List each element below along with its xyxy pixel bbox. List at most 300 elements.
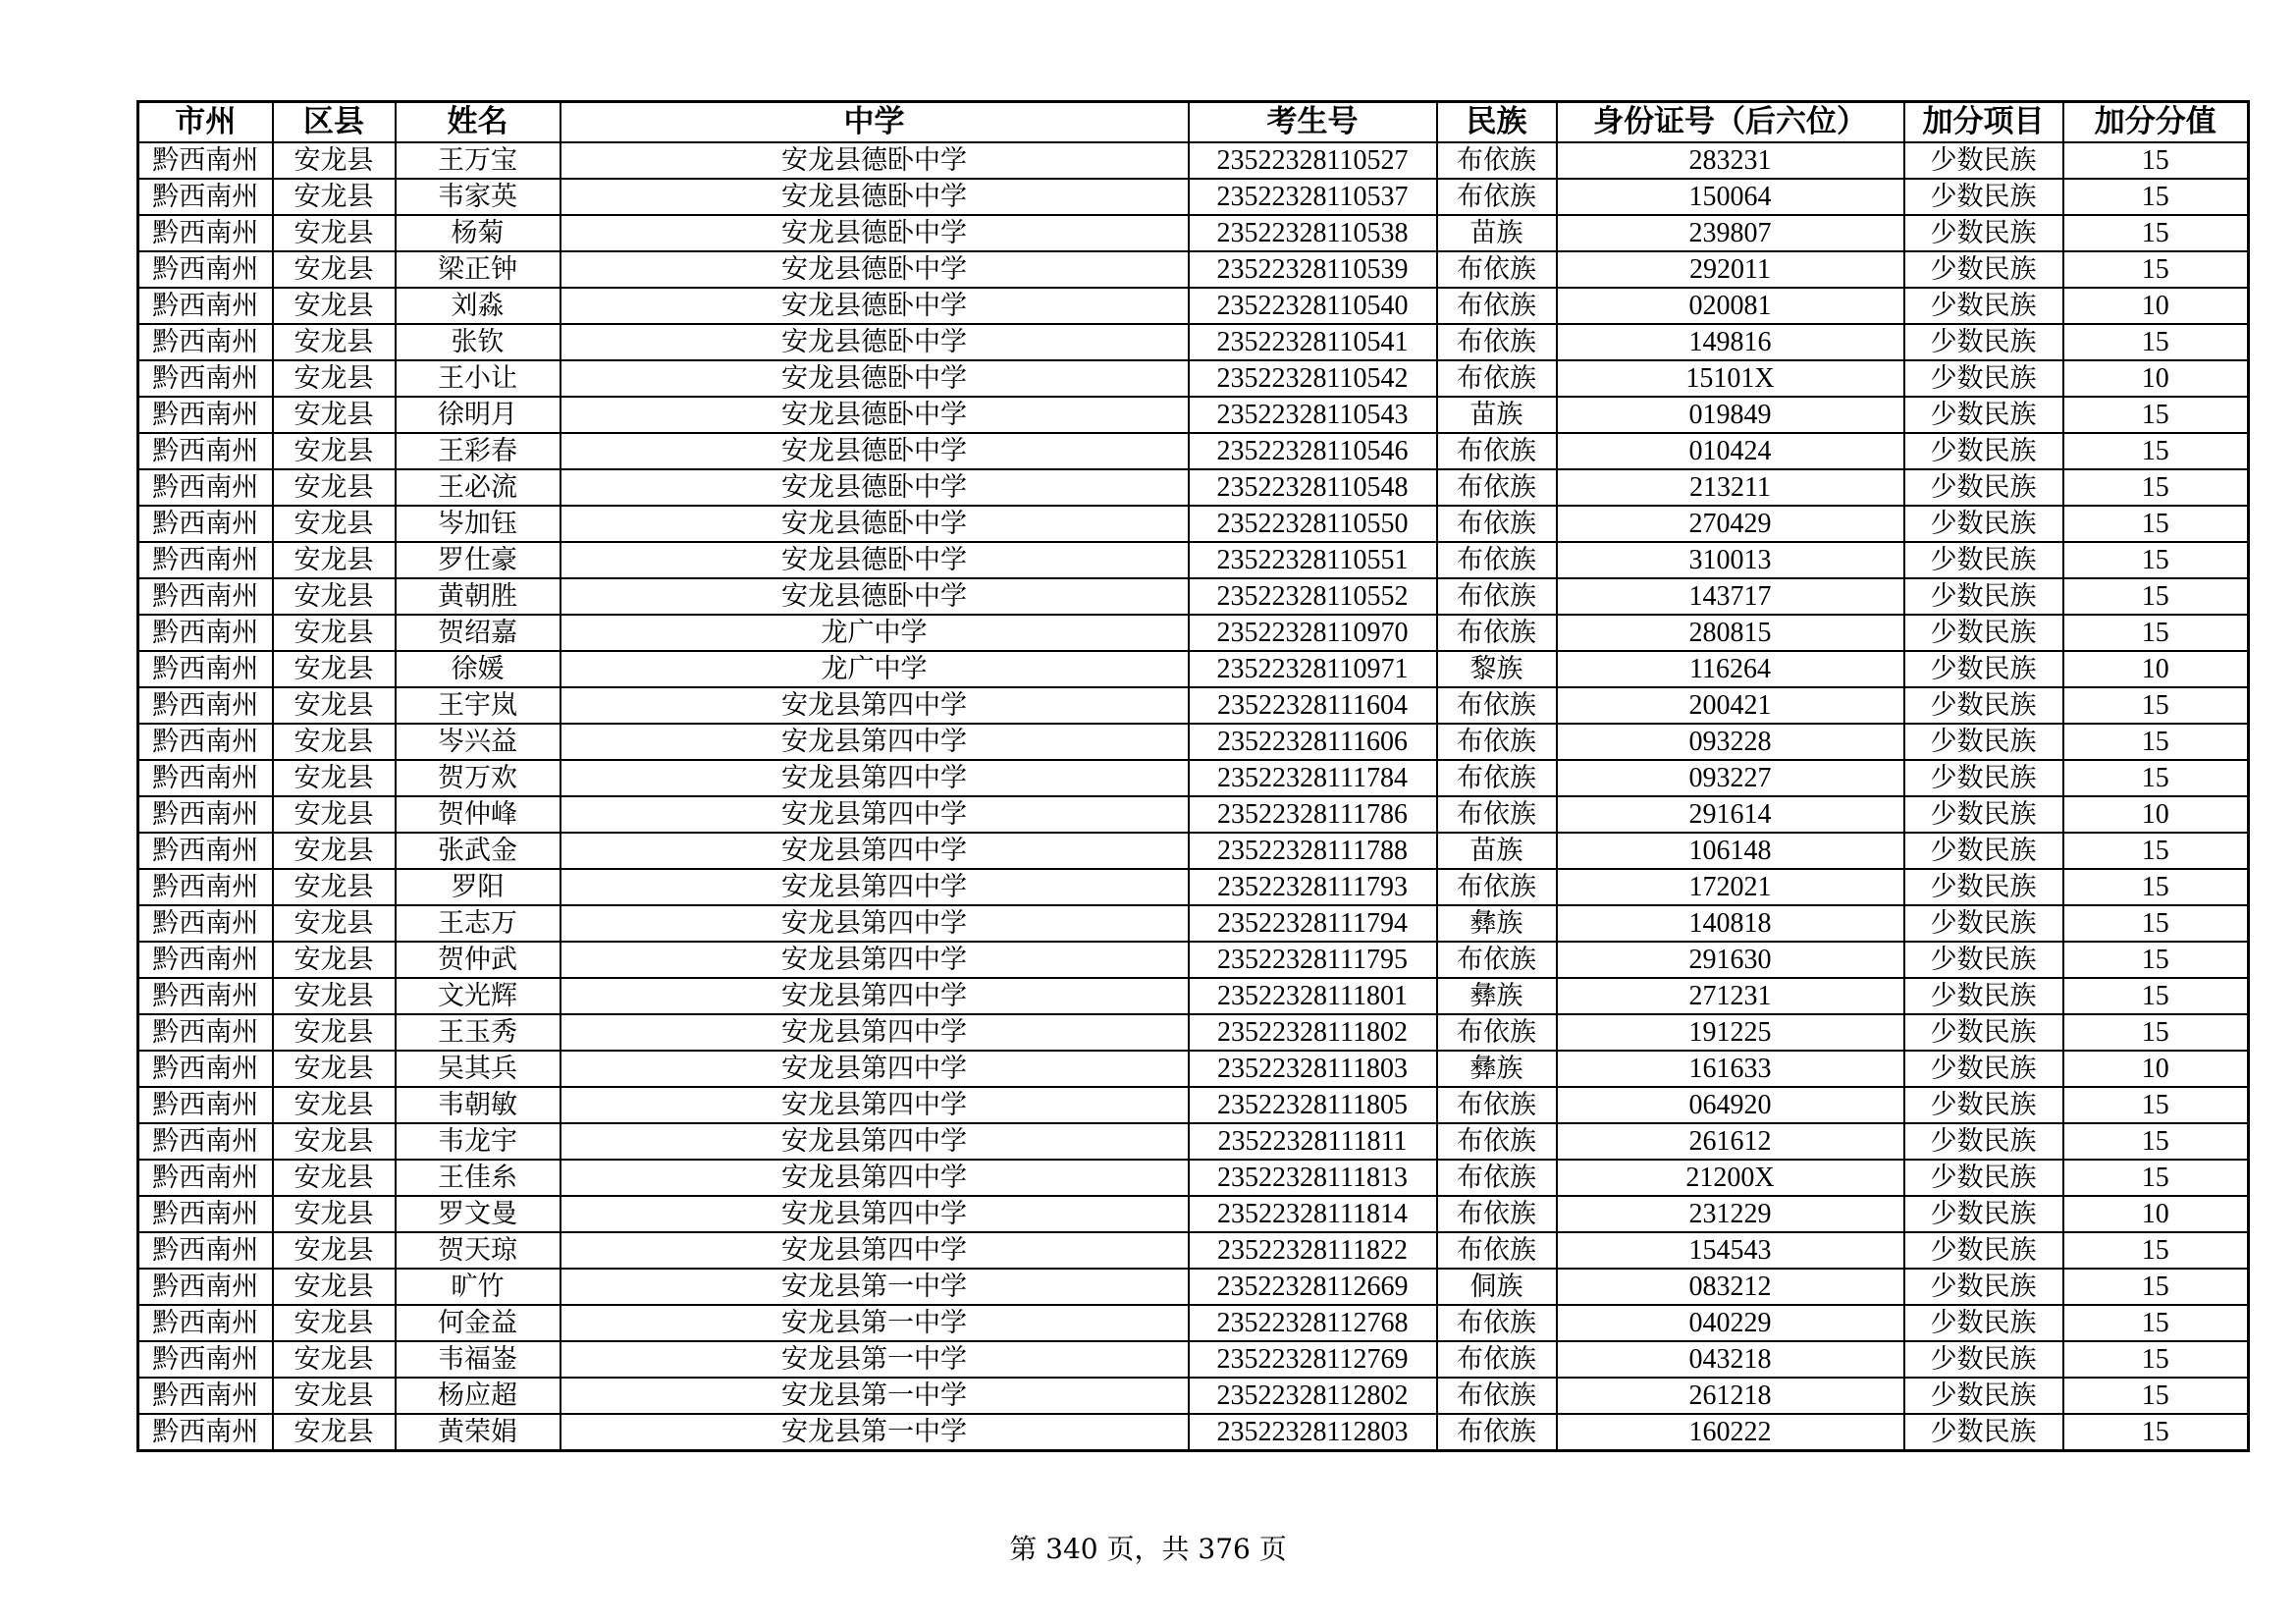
header-county: 区县: [273, 102, 396, 143]
cell-county: 安龙县: [273, 142, 396, 179]
cell-id-last-six: 116264: [1557, 651, 1904, 687]
cell-county: 安龙县: [273, 433, 396, 469]
cell-exam-number: 23522328111814: [1189, 1196, 1437, 1232]
cell-bonus-value: 15: [2063, 324, 2249, 360]
cell-name: 罗仕豪: [396, 542, 561, 578]
cell-county: 安龙县: [273, 724, 396, 760]
cell-city: 黔西南州: [138, 1414, 273, 1451]
cell-bonus-value: 15: [2063, 179, 2249, 215]
cell-exam-number: 23522328111813: [1189, 1160, 1437, 1196]
cell-id-last-six: 21200X: [1557, 1160, 1904, 1196]
table-row: [138, 1341, 2249, 1378]
cell-id-last-six: 239807: [1557, 215, 1904, 251]
cell-exam-number: 23522328112669: [1189, 1269, 1437, 1305]
page-footer: 第 340 页，共 376 页: [1009, 1533, 1287, 1565]
cell-name: 王彩春: [396, 433, 561, 469]
cell-bonus-item: 少数民族: [1904, 360, 2063, 397]
cell-school: 安龙县第四中学: [561, 1232, 1189, 1269]
cell-bonus-value: 15: [2063, 469, 2249, 506]
cell-county: 安龙县: [273, 615, 396, 651]
cell-exam-number: 23522328111606: [1189, 724, 1437, 760]
cell-name: 杨菊: [396, 215, 561, 251]
cell-bonus-item: 少数民族: [1904, 251, 2063, 288]
cell-bonus-item: 少数民族: [1904, 651, 2063, 687]
cell-school: 安龙县德卧中学: [561, 397, 1189, 433]
table-row: [138, 1305, 2249, 1341]
table-row: [138, 1087, 2249, 1123]
cell-school: 安龙县德卧中学: [561, 542, 1189, 578]
header-bonus-item: 加分项目: [1904, 102, 2063, 143]
cell-name: 贺仲峰: [396, 796, 561, 833]
cell-id-last-six: 040229: [1557, 1305, 1904, 1341]
cell-exam-number: 23522328111803: [1189, 1051, 1437, 1087]
cell-ethnicity: 苗族: [1437, 215, 1557, 251]
cell-city: 黔西南州: [138, 1014, 273, 1051]
cell-county: 安龙县: [273, 651, 396, 687]
cell-id-last-six: 161633: [1557, 1051, 1904, 1087]
cell-bonus-value: 15: [2063, 215, 2249, 251]
cell-bonus-value: 10: [2063, 651, 2249, 687]
cell-id-last-six: 150064: [1557, 179, 1904, 215]
cell-ethnicity: 布依族: [1437, 506, 1557, 542]
cell-exam-number: 23522328110551: [1189, 542, 1437, 578]
cell-county: 安龙县: [273, 469, 396, 506]
table-row: [138, 1160, 2249, 1196]
cell-id-last-six: 200421: [1557, 687, 1904, 724]
cell-bonus-value: 15: [2063, 142, 2249, 179]
cell-bonus-value: 15: [2063, 724, 2249, 760]
cell-city: 黔西南州: [138, 397, 273, 433]
cell-bonus-item: 少数民族: [1904, 1051, 2063, 1087]
cell-id-last-six: 064920: [1557, 1087, 1904, 1123]
cell-exam-number: 23522328110527: [1189, 142, 1437, 179]
cell-ethnicity: 布依族: [1437, 1414, 1557, 1451]
cell-id-last-six: 291614: [1557, 796, 1904, 833]
cell-exam-number: 23522328110538: [1189, 215, 1437, 251]
cell-ethnicity: 布依族: [1437, 179, 1557, 215]
table-row: [138, 578, 2249, 615]
table-row: [138, 651, 2249, 687]
cell-bonus-value: 15: [2063, 942, 2249, 978]
cell-city: 黔西南州: [138, 179, 273, 215]
cell-ethnicity: 布依族: [1437, 433, 1557, 469]
cell-ethnicity: 布依族: [1437, 724, 1557, 760]
cell-city: 黔西南州: [138, 1341, 273, 1378]
cell-name: 旷竹: [396, 1269, 561, 1305]
cell-id-last-six: 154543: [1557, 1232, 1904, 1269]
cell-school: 安龙县第四中学: [561, 1014, 1189, 1051]
cell-county: 安龙县: [273, 869, 396, 905]
header-name: 姓名: [396, 102, 561, 143]
cell-ethnicity: 布依族: [1437, 1305, 1557, 1341]
cell-school: 安龙县第四中学: [561, 942, 1189, 978]
cell-exam-number: 23522328110540: [1189, 288, 1437, 324]
cell-name: 张武金: [396, 833, 561, 869]
cell-bonus-item: 少数民族: [1904, 942, 2063, 978]
cell-school: 安龙县德卧中学: [561, 288, 1189, 324]
cell-county: 安龙县: [273, 397, 396, 433]
cell-bonus-item: 少数民族: [1904, 1305, 2063, 1341]
cell-county: 安龙县: [273, 506, 396, 542]
cell-bonus-item: 少数民族: [1904, 1087, 2063, 1123]
cell-id-last-six: 043218: [1557, 1341, 1904, 1378]
table-header-row: [138, 102, 2249, 143]
cell-id-last-six: 083212: [1557, 1269, 1904, 1305]
cell-bonus-item: 少数民族: [1904, 760, 2063, 796]
cell-ethnicity: 布依族: [1437, 1160, 1557, 1196]
cell-city: 黔西南州: [138, 1196, 273, 1232]
cell-school: 安龙县第四中学: [561, 978, 1189, 1014]
cell-school: 龙广中学: [561, 651, 1189, 687]
table-row: [138, 905, 2249, 942]
cell-bonus-value: 15: [2063, 1014, 2249, 1051]
cell-city: 黔西南州: [138, 506, 273, 542]
cell-bonus-value: 15: [2063, 869, 2249, 905]
cell-ethnicity: 布依族: [1437, 578, 1557, 615]
cell-name: 王小让: [396, 360, 561, 397]
cell-county: 安龙县: [273, 833, 396, 869]
cell-name: 贺绍嘉: [396, 615, 561, 651]
cell-city: 黔西南州: [138, 796, 273, 833]
cell-bonus-item: 少数民族: [1904, 615, 2063, 651]
cell-ethnicity: 布依族: [1437, 687, 1557, 724]
cell-school: 安龙县德卧中学: [561, 142, 1189, 179]
cell-exam-number: 23522328112802: [1189, 1378, 1437, 1414]
table-body: [138, 142, 2249, 1451]
cell-name: 文光辉: [396, 978, 561, 1014]
cell-county: 安龙县: [273, 1269, 396, 1305]
cell-bonus-item: 少数民族: [1904, 324, 2063, 360]
cell-id-last-six: 143717: [1557, 578, 1904, 615]
cell-ethnicity: 苗族: [1437, 833, 1557, 869]
cell-ethnicity: 布依族: [1437, 1232, 1557, 1269]
cell-bonus-item: 少数民族: [1904, 1378, 2063, 1414]
cell-city: 黔西南州: [138, 288, 273, 324]
table-row: [138, 833, 2249, 869]
table-row: [138, 760, 2249, 796]
cell-name: 黄荣娟: [396, 1414, 561, 1451]
cell-bonus-value: 15: [2063, 251, 2249, 288]
cell-ethnicity: 布依族: [1437, 1014, 1557, 1051]
table-row: [138, 506, 2249, 542]
cell-bonus-item: 少数民族: [1904, 1196, 2063, 1232]
cell-school: 安龙县第一中学: [561, 1305, 1189, 1341]
cell-exam-number: 23522328110537: [1189, 179, 1437, 215]
cell-exam-number: 23522328110548: [1189, 469, 1437, 506]
cell-city: 黔西南州: [138, 760, 273, 796]
cell-city: 黔西南州: [138, 615, 273, 651]
cell-city: 黔西南州: [138, 360, 273, 397]
cell-school: 安龙县第一中学: [561, 1378, 1189, 1414]
cell-id-last-six: 160222: [1557, 1414, 1904, 1451]
cell-bonus-item: 少数民族: [1904, 796, 2063, 833]
cell-bonus-value: 15: [2063, 542, 2249, 578]
cell-name: 黄朝胜: [396, 578, 561, 615]
cell-bonus-item: 少数民族: [1904, 506, 2063, 542]
cell-id-last-six: 291630: [1557, 942, 1904, 978]
cell-school: 安龙县第四中学: [561, 760, 1189, 796]
cell-school: 安龙县第一中学: [561, 1414, 1189, 1451]
cell-county: 安龙县: [273, 1160, 396, 1196]
cell-exam-number: 23522328111793: [1189, 869, 1437, 905]
cell-bonus-item: 少数民族: [1904, 833, 2063, 869]
cell-bonus-item: 少数民族: [1904, 142, 2063, 179]
cell-school: 安龙县第四中学: [561, 796, 1189, 833]
cell-name: 王玉秀: [396, 1014, 561, 1051]
cell-id-last-six: 15101X: [1557, 360, 1904, 397]
table-row: [138, 1196, 2249, 1232]
cell-ethnicity: 布依族: [1437, 869, 1557, 905]
cell-bonus-value: 15: [2063, 433, 2249, 469]
table-row: [138, 142, 2249, 179]
cell-name: 王宇岚: [396, 687, 561, 724]
cell-bonus-item: 少数民族: [1904, 1269, 2063, 1305]
cell-ethnicity: 布依族: [1437, 142, 1557, 179]
table-row: [138, 324, 2249, 360]
cell-bonus-value: 15: [2063, 506, 2249, 542]
cell-county: 安龙县: [273, 251, 396, 288]
header-id-last-six: 身份证号（后六位）: [1557, 102, 1904, 143]
cell-name: 罗阳: [396, 869, 561, 905]
cell-school: 安龙县第四中学: [561, 687, 1189, 724]
cell-id-last-six: 019849: [1557, 397, 1904, 433]
cell-bonus-item: 少数民族: [1904, 433, 2063, 469]
table-row: [138, 433, 2249, 469]
table-row: [138, 251, 2249, 288]
table-row: [138, 942, 2249, 978]
cell-name: 贺天琼: [396, 1232, 561, 1269]
cell-name: 罗文曼: [396, 1196, 561, 1232]
cell-name: 王必流: [396, 469, 561, 506]
cell-city: 黔西南州: [138, 542, 273, 578]
cell-school: 安龙县第四中学: [561, 1087, 1189, 1123]
cell-bonus-item: 少数民族: [1904, 215, 2063, 251]
cell-id-last-six: 271231: [1557, 978, 1904, 1014]
cell-id-last-six: 310013: [1557, 542, 1904, 578]
cell-city: 黔西南州: [138, 869, 273, 905]
cell-county: 安龙县: [273, 288, 396, 324]
table-row: [138, 1232, 2249, 1269]
table-row: [138, 1269, 2249, 1305]
cell-school: 安龙县德卧中学: [561, 360, 1189, 397]
cell-city: 黔西南州: [138, 1269, 273, 1305]
cell-name: 杨应超: [396, 1378, 561, 1414]
cell-city: 黔西南州: [138, 1123, 273, 1160]
cell-city: 黔西南州: [138, 433, 273, 469]
cell-name: 梁正钟: [396, 251, 561, 288]
cell-school: 安龙县第四中学: [561, 1123, 1189, 1160]
cell-bonus-value: 15: [2063, 1414, 2249, 1451]
cell-name: 吴其兵: [396, 1051, 561, 1087]
table-row: [138, 869, 2249, 905]
cell-bonus-item: 少数民族: [1904, 1232, 2063, 1269]
cell-ethnicity: 苗族: [1437, 397, 1557, 433]
cell-bonus-item: 少数民族: [1904, 542, 2063, 578]
cell-exam-number: 23522328111822: [1189, 1232, 1437, 1269]
cell-county: 安龙县: [273, 1341, 396, 1378]
cell-ethnicity: 彝族: [1437, 905, 1557, 942]
cell-county: 安龙县: [273, 1414, 396, 1451]
cell-exam-number: 23522328110971: [1189, 651, 1437, 687]
cell-id-last-six: 280815: [1557, 615, 1904, 651]
cell-ethnicity: 布依族: [1437, 288, 1557, 324]
cell-exam-number: 23522328112769: [1189, 1341, 1437, 1378]
cell-id-last-six: 172021: [1557, 869, 1904, 905]
cell-exam-number: 23522328110550: [1189, 506, 1437, 542]
header-ethnicity: 民族: [1437, 102, 1557, 143]
cell-name: 张钦: [396, 324, 561, 360]
cell-bonus-value: 10: [2063, 1051, 2249, 1087]
cell-city: 黔西南州: [138, 1160, 273, 1196]
cell-county: 安龙县: [273, 796, 396, 833]
cell-city: 黔西南州: [138, 1051, 273, 1087]
cell-bonus-value: 15: [2063, 397, 2249, 433]
cell-ethnicity: 布依族: [1437, 1196, 1557, 1232]
cell-school: 龙广中学: [561, 615, 1189, 651]
cell-id-last-six: 106148: [1557, 833, 1904, 869]
cell-county: 安龙县: [273, 1378, 396, 1414]
cell-name: 贺万欢: [396, 760, 561, 796]
cell-city: 黔西南州: [138, 905, 273, 942]
cell-school: 安龙县第四中学: [561, 833, 1189, 869]
cell-ethnicity: 布依族: [1437, 1341, 1557, 1378]
cell-city: 黔西南州: [138, 724, 273, 760]
cell-name: 岑兴益: [396, 724, 561, 760]
cell-bonus-item: 少数民族: [1904, 687, 2063, 724]
cell-bonus-item: 少数民族: [1904, 1160, 2063, 1196]
cell-county: 安龙县: [273, 1196, 396, 1232]
cell-exam-number: 23522328111784: [1189, 760, 1437, 796]
cell-ethnicity: 布依族: [1437, 324, 1557, 360]
table-row: [138, 1123, 2249, 1160]
cell-ethnicity: 彝族: [1437, 978, 1557, 1014]
cell-bonus-item: 少数民族: [1904, 1123, 2063, 1160]
cell-city: 黔西南州: [138, 1232, 273, 1269]
cell-ethnicity: 布依族: [1437, 615, 1557, 651]
cell-county: 安龙县: [273, 1232, 396, 1269]
cell-county: 安龙县: [273, 942, 396, 978]
cell-school: 安龙县德卧中学: [561, 179, 1189, 215]
cell-exam-number: 23522328111805: [1189, 1087, 1437, 1123]
cell-exam-number: 23522328110543: [1189, 397, 1437, 433]
cell-ethnicity: 布依族: [1437, 796, 1557, 833]
cell-bonus-item: 少数民族: [1904, 724, 2063, 760]
cell-school: 安龙县第一中学: [561, 1341, 1189, 1378]
cell-bonus-item: 少数民族: [1904, 978, 2063, 1014]
cell-exam-number: 23522328111801: [1189, 978, 1437, 1014]
cell-exam-number: 23522328111788: [1189, 833, 1437, 869]
cell-city: 黔西南州: [138, 578, 273, 615]
cell-name: 韦朝敏: [396, 1087, 561, 1123]
cell-bonus-value: 15: [2063, 1232, 2249, 1269]
cell-county: 安龙县: [273, 1123, 396, 1160]
cell-id-last-six: 149816: [1557, 324, 1904, 360]
cell-bonus-value: 15: [2063, 1123, 2249, 1160]
cell-exam-number: 23522328111811: [1189, 1123, 1437, 1160]
cell-name: 王佳糸: [396, 1160, 561, 1196]
cell-exam-number: 23522328111786: [1189, 796, 1437, 833]
table-row: [138, 724, 2249, 760]
cell-ethnicity: 布依族: [1437, 542, 1557, 578]
table-row: [138, 179, 2249, 215]
cell-school: 安龙县第四中学: [561, 869, 1189, 905]
bonus-points-table: [136, 100, 2250, 1452]
cell-bonus-value: 15: [2063, 1087, 2249, 1123]
cell-county: 安龙县: [273, 905, 396, 942]
cell-bonus-item: 少数民族: [1904, 1414, 2063, 1451]
cell-city: 黔西南州: [138, 687, 273, 724]
cell-bonus-value: 15: [2063, 833, 2249, 869]
table-row: [138, 1051, 2249, 1087]
cell-exam-number: 23522328110546: [1189, 433, 1437, 469]
table-row: [138, 360, 2249, 397]
cell-county: 安龙县: [273, 1051, 396, 1087]
cell-id-last-six: 261612: [1557, 1123, 1904, 1160]
cell-county: 安龙县: [273, 760, 396, 796]
cell-name: 韦福崟: [396, 1341, 561, 1378]
cell-bonus-item: 少数民族: [1904, 288, 2063, 324]
cell-school: 安龙县德卧中学: [561, 433, 1189, 469]
cell-exam-number: 23522328112768: [1189, 1305, 1437, 1341]
cell-ethnicity: 布依族: [1437, 1123, 1557, 1160]
cell-city: 黔西南州: [138, 833, 273, 869]
cell-id-last-six: 020081: [1557, 288, 1904, 324]
cell-id-last-six: 191225: [1557, 1014, 1904, 1051]
cell-ethnicity: 布依族: [1437, 1087, 1557, 1123]
table-row: [138, 1378, 2249, 1414]
cell-county: 安龙县: [273, 179, 396, 215]
cell-city: 黔西南州: [138, 251, 273, 288]
cell-city: 黔西南州: [138, 1087, 273, 1123]
cell-exam-number: 23522328110970: [1189, 615, 1437, 651]
table-row: [138, 215, 2249, 251]
cell-county: 安龙县: [273, 360, 396, 397]
cell-bonus-value: 15: [2063, 978, 2249, 1014]
cell-bonus-value: 10: [2063, 796, 2249, 833]
cell-id-last-six: 283231: [1557, 142, 1904, 179]
table-row: [138, 796, 2249, 833]
cell-id-last-six: 292011: [1557, 251, 1904, 288]
cell-id-last-six: 270429: [1557, 506, 1904, 542]
cell-exam-number: 23522328110552: [1189, 578, 1437, 615]
cell-id-last-six: 261218: [1557, 1378, 1904, 1414]
cell-exam-number: 23522328111802: [1189, 1014, 1437, 1051]
cell-school: 安龙县德卧中学: [561, 251, 1189, 288]
cell-city: 黔西南州: [138, 469, 273, 506]
cell-school: 安龙县第一中学: [561, 1269, 1189, 1305]
cell-bonus-value: 15: [2063, 1269, 2249, 1305]
cell-school: 安龙县德卧中学: [561, 506, 1189, 542]
cell-school: 安龙县德卧中学: [561, 578, 1189, 615]
cell-city: 黔西南州: [138, 142, 273, 179]
cell-name: 何金益: [396, 1305, 561, 1341]
cell-bonus-item: 少数民族: [1904, 469, 2063, 506]
table-row: [138, 288, 2249, 324]
cell-county: 安龙县: [273, 978, 396, 1014]
cell-name: 徐媛: [396, 651, 561, 687]
table-row: [138, 542, 2249, 578]
cell-ethnicity: 布依族: [1437, 760, 1557, 796]
cell-bonus-value: 15: [2063, 1341, 2249, 1378]
header-city: 市州: [138, 102, 273, 143]
cell-county: 安龙县: [273, 1087, 396, 1123]
header-exam-number: 考生号: [1189, 102, 1437, 143]
cell-city: 黔西南州: [138, 1378, 273, 1414]
cell-school: 安龙县德卧中学: [561, 324, 1189, 360]
cell-bonus-item: 少数民族: [1904, 1341, 2063, 1378]
cell-ethnicity: 黎族: [1437, 651, 1557, 687]
cell-ethnicity: 布依族: [1437, 942, 1557, 978]
